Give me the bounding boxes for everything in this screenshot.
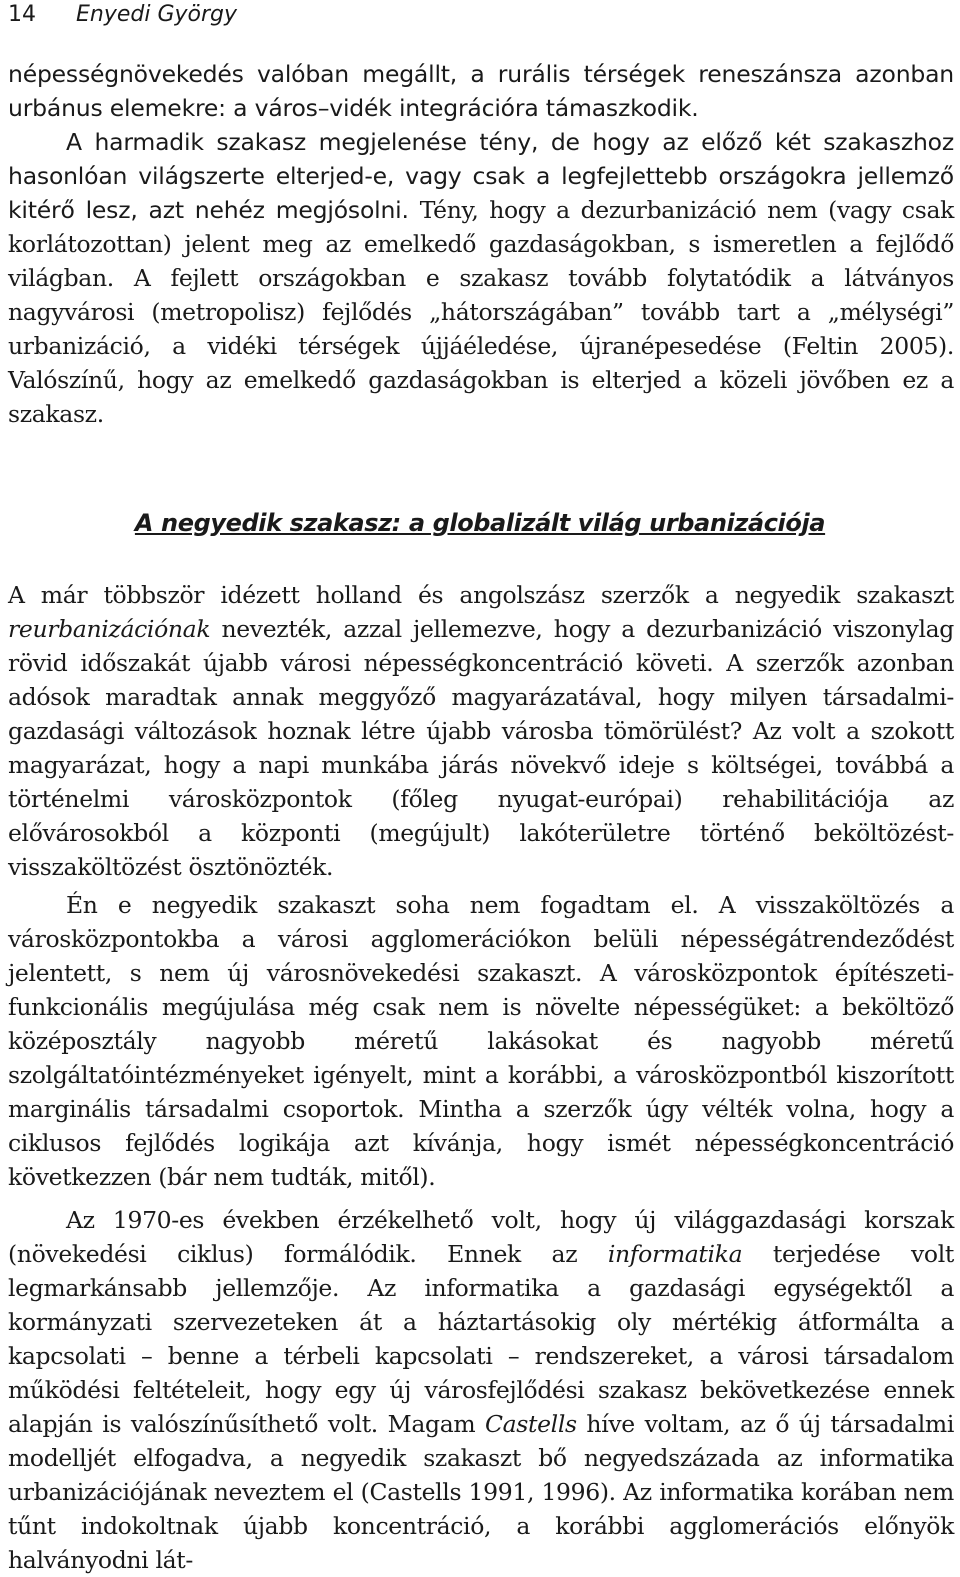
body-paragraph-2: Én e negyedik szakaszt soha nem fogadtam el. A visszaköltözés a városközpontokba a városi agglomerációkon belüli népességátrendeződést jelentett, s nem új városnövekedési szakaszt. A városközpontok építészeti-funkcionális megújulása még csak nem is növelte népességüket: a beköltöző középosztály nagyobb méretű lakásokat és nagyobb méretű szolgáltatóintézményeket igényelt, mint a korábbi, a városközpontból kiszorított marginális társadalmi csoportok. Mintha a szerzők úgy vélték volna, hogy a ciklusos fejlődés logikája azt kívánja, hogy ismét népességkoncentráció következzen (bár nem tudták, mitől). bbox=[8, 891, 954, 1191]
intro-sentence-1: népességnövekedés valóban megállt, a rurális térségek reneszánsza azonban urbánus elemekre: a város–vidék integrációra támaszkodik. bbox=[8, 60, 954, 122]
emphasis-informatika: informatika bbox=[607, 1240, 743, 1268]
body-paragraph-3: Az 1970-es években érzékelhető volt, hogy új világgazdasági korszak (növekedési ciklus) formálódik. Ennek az informatika terjedése volt legmarkánsabb jellemzője. Az informatika a gazdasági egységektől a kormányzati szervezeteken át a háztartásokig oly mértékig átformálta a kapcsolati – benne a térbeli kapcsolati – rendszereket, a városi társadalom működési feltételeit, hogy egy új városfejlődési szakasz bekövetkezése ennek alapján is valószínűsíthető volt. Magam Castells híve voltam, az ő új társadalmi modelljét elfogadva, a negyedik szakaszt bő negyedszázada az informatika urbanizációjának neveztem el (Castells 1991, 1996). Az informatika korában nem tűnt indokoltnak újabb koncentráció, a korábbi agglomerációs előnyök halványodni lát- bbox=[8, 1206, 954, 1574]
intro-sentence-3: Tény, hogy a dezurbanizáció nem (vagy csak korlátozottan) jelent meg az emelkedő gazdaságokban, s ismeretlen a fejlődő világban. A fejlett országokban e szakasz tovább folytatódik a látványos nagyvárosi (metropolisz) fejlődés „hátországában” tovább tart a „mélységi” urbanizáció, a vidéki térségek újjáéledése, újranépesedése (Feltin 2005). Valószínű, hogy az emelkedő gazdaságokban is elterjed a közeli jövőben ez a szakasz. bbox=[8, 196, 955, 428]
page-number: 14 bbox=[8, 2, 36, 27]
section-heading: A negyedik szakasz: a globalizált világ urbanizációja bbox=[134, 509, 826, 537]
running-head-author: Enyedi György bbox=[76, 2, 238, 27]
emphasis-reurbanization: reurbanizációnak bbox=[8, 615, 211, 643]
intro-paragraph bbox=[8, 57, 954, 431]
emphasis-castells: Castells bbox=[485, 1410, 577, 1438]
body-paragraph-1: A már többször idézett holland és angolszász szerzők a negyedik szakaszt reurbanizációnak nevezték, azzal jellemezve, hogy a dezurbanizáció viszonylag rövid időszakát újabb városi népességkoncentráció követi. A szerzők azonban adósok maradtak annak meggyőző magyarázatával, hogy milyen társadalmi-gazdasági változások hoznak létre újabb városba tömörülést? Az volt a szokott magyarázat, hogy a napi munkába járás növekvő ideje s költségei, továbbá a történelmi városközpontok (főleg nyugat-európai) rehabilitációja az elővárosokból a központi (megújult) lakóterületre történő beköltözést-visszaköltözést ösztönözték. bbox=[8, 581, 954, 881]
running-header bbox=[8, 0, 237, 30]
intro-sentence-2: A harmadik szakasz megjelenése tény, de hogy az előző két szakaszhoz hasonlóan világszerte elterjed-e, vagy csak a legfejlettebb országokra jellemző kitérő lesz, azt nehéz megjósolni. bbox=[8, 128, 954, 224]
